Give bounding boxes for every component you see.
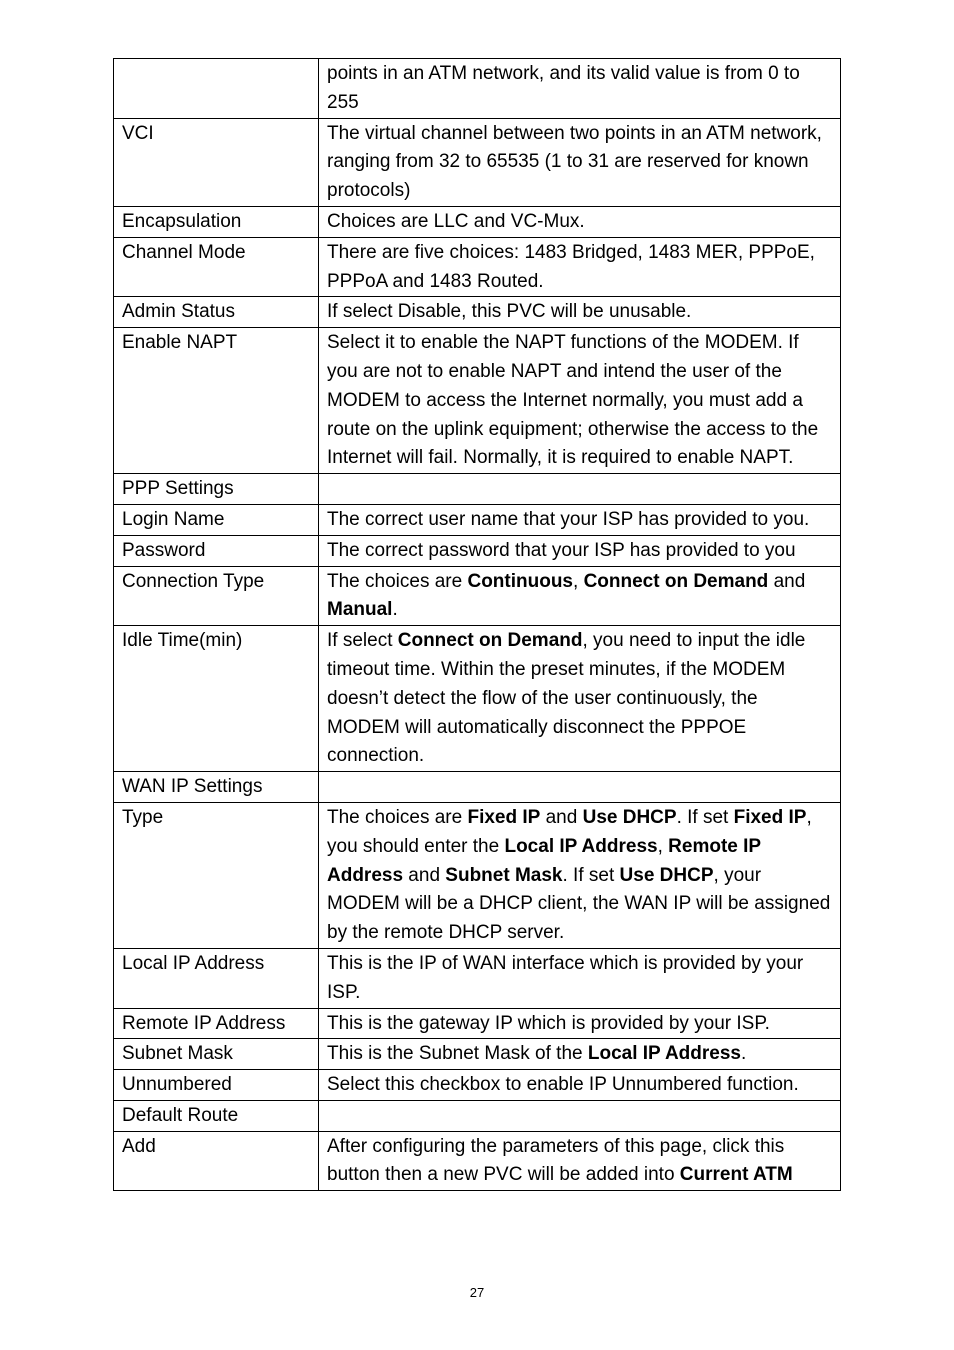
description-text: The correct password that your ISP has provided to you bbox=[327, 539, 796, 561]
parameter-table-body bbox=[114, 59, 841, 1191]
bold-term: Connect on Demand bbox=[397, 630, 583, 652]
description-text: . If set bbox=[562, 864, 620, 886]
parameter-name-cell: Connection Type bbox=[114, 566, 319, 626]
description-text: and bbox=[540, 806, 583, 828]
parameter-description-cell bbox=[319, 802, 841, 948]
parameter-description-cell bbox=[319, 772, 841, 803]
bold-term: Local IP Address bbox=[587, 1043, 741, 1065]
parameter-name-cell: Idle Time(min) bbox=[114, 626, 319, 772]
table-row bbox=[114, 328, 841, 474]
parameter-description-cell bbox=[319, 206, 841, 237]
description-text: If select Disable, this PVC will be unusable. bbox=[327, 301, 692, 323]
bold-term: Manual bbox=[327, 599, 393, 621]
description-text: and bbox=[768, 570, 806, 592]
description-text: The choices are bbox=[327, 570, 468, 592]
parameter-name-cell: VCI bbox=[114, 118, 319, 206]
description-text: Select it to enable the NAPT functions of the MODEM. If you are not to enable NAPT and intend the user of the MODEM to access the Internet normally, you must add a route on the uplink equipment; otherwise the access to the Internet will fail. Normally, it is required to enable NAPT. bbox=[327, 332, 819, 469]
description-text: This is the Subnet Mask of the bbox=[327, 1043, 588, 1065]
description-text: , your MODEM will be a DHCP client, the WAN IP will be assigned by the remote DHCP server. bbox=[327, 864, 831, 944]
bold-term: Use DHCP bbox=[582, 806, 677, 828]
description-text: Choices are LLC and VC-Mux. bbox=[327, 210, 585, 232]
parameter-name-cell bbox=[114, 59, 319, 119]
table-row bbox=[114, 297, 841, 328]
parameter-name-cell: Encapsulation bbox=[114, 206, 319, 237]
description-text: , bbox=[573, 570, 584, 592]
bold-term: Fixed IP bbox=[467, 806, 541, 828]
table-row bbox=[114, 474, 841, 505]
description-text: points in an ATM network, and its valid value is from 0 to 255 bbox=[327, 63, 800, 113]
page-number: 27 bbox=[469, 1285, 485, 1300]
description-text: , you need to input the idle timeout time. Within the preset minutes, if the MODEM doesn’t detect the flow of the user continuously, the MODEM will automatically disconnect the PPPOE connection. bbox=[327, 630, 806, 767]
parameter-description-cell bbox=[319, 1039, 841, 1070]
parameter-description-cell bbox=[319, 504, 841, 535]
table-row bbox=[114, 1100, 841, 1131]
table-row bbox=[114, 802, 841, 948]
parameter-name-cell: Local IP Address bbox=[114, 948, 319, 1008]
description-text: This is the gateway IP which is provided by your ISP. bbox=[327, 1012, 770, 1034]
table-row bbox=[114, 118, 841, 206]
parameter-name-cell: Password bbox=[114, 535, 319, 566]
parameter-description-cell bbox=[319, 237, 841, 297]
description-text: If select bbox=[327, 630, 398, 652]
table-row bbox=[114, 948, 841, 1008]
parameter-name-cell: Add bbox=[114, 1131, 319, 1191]
bold-term: Continuous bbox=[467, 570, 573, 592]
parameter-table bbox=[113, 58, 841, 1191]
parameter-description-cell bbox=[319, 328, 841, 474]
bold-term: Connect on Demand bbox=[583, 570, 769, 592]
parameter-description-cell bbox=[319, 118, 841, 206]
description-text: . bbox=[740, 1043, 747, 1065]
parameter-name-cell: Enable NAPT bbox=[114, 328, 319, 474]
table-row bbox=[114, 626, 841, 772]
parameter-description-cell bbox=[319, 566, 841, 626]
parameter-name-cell: Login Name bbox=[114, 504, 319, 535]
parameter-description-cell bbox=[319, 1070, 841, 1101]
description-text: The correct user name that your ISP has provided to you. bbox=[327, 508, 810, 530]
table-row bbox=[114, 535, 841, 566]
table-row bbox=[114, 206, 841, 237]
parameter-name-cell: Type bbox=[114, 802, 319, 948]
description-text: , bbox=[657, 835, 669, 857]
table-row bbox=[114, 1070, 841, 1101]
table-row bbox=[114, 237, 841, 297]
table-row bbox=[114, 772, 841, 803]
parameter-description-cell bbox=[319, 1131, 841, 1191]
description-text: After configuring the parameters of this page, click this button then a new PVC will be added into bbox=[327, 1135, 785, 1186]
parameter-name-cell: Unnumbered bbox=[114, 1070, 319, 1101]
parameter-description-cell bbox=[319, 535, 841, 566]
description-text: This is the IP of WAN interface which is provided by your ISP. bbox=[327, 952, 804, 1003]
bold-term: Local IP Address bbox=[504, 835, 658, 857]
parameter-name-cell: Channel Mode bbox=[114, 237, 319, 297]
table-row bbox=[114, 1131, 841, 1191]
bold-term: Use DHCP bbox=[619, 864, 714, 886]
bold-term: Remote IP Address bbox=[327, 835, 761, 886]
parameter-description-cell bbox=[319, 948, 841, 1008]
description-text: , you should enter the bbox=[327, 806, 812, 857]
bold-term: Fixed IP bbox=[733, 806, 807, 828]
parameter-description-cell bbox=[319, 474, 841, 505]
description-text: . bbox=[392, 599, 398, 621]
parameter-name-cell: Subnet Mask bbox=[114, 1039, 319, 1070]
table-row bbox=[114, 59, 841, 119]
parameter-description-cell bbox=[319, 1008, 841, 1039]
table-row bbox=[114, 566, 841, 626]
parameter-name-cell: Admin Status bbox=[114, 297, 319, 328]
parameter-name-cell: Remote IP Address bbox=[114, 1008, 319, 1039]
parameter-name-cell: PPP Settings bbox=[114, 474, 319, 505]
description-text: and bbox=[403, 864, 446, 886]
bold-term: Subnet Mask bbox=[445, 864, 563, 886]
parameter-description-cell bbox=[319, 626, 841, 772]
table-row bbox=[114, 1039, 841, 1070]
description-text: . If set bbox=[676, 806, 734, 828]
description-text: Select this checkbox to enable IP Unnumbered function. bbox=[327, 1074, 799, 1096]
parameter-description-cell bbox=[319, 1100, 841, 1131]
table-row bbox=[114, 1008, 841, 1039]
parameter-name-cell: WAN IP Settings bbox=[114, 772, 319, 803]
table-row bbox=[114, 504, 841, 535]
parameter-description-cell bbox=[319, 59, 841, 119]
bold-term: Current ATM bbox=[679, 1164, 793, 1186]
parameter-description-cell bbox=[319, 297, 841, 328]
description-text: There are five choices: 1483 Bridged, 1483 MER, PPPoE, PPPoA and 1483 Routed. bbox=[327, 241, 815, 292]
parameter-name-cell: Default Route bbox=[114, 1100, 319, 1131]
description-text: The choices are bbox=[327, 806, 468, 828]
description-text: The virtual channel between two points in an ATM network, ranging from 32 to 65535 (1 to 31 are reserved for known protocols) bbox=[327, 122, 822, 202]
